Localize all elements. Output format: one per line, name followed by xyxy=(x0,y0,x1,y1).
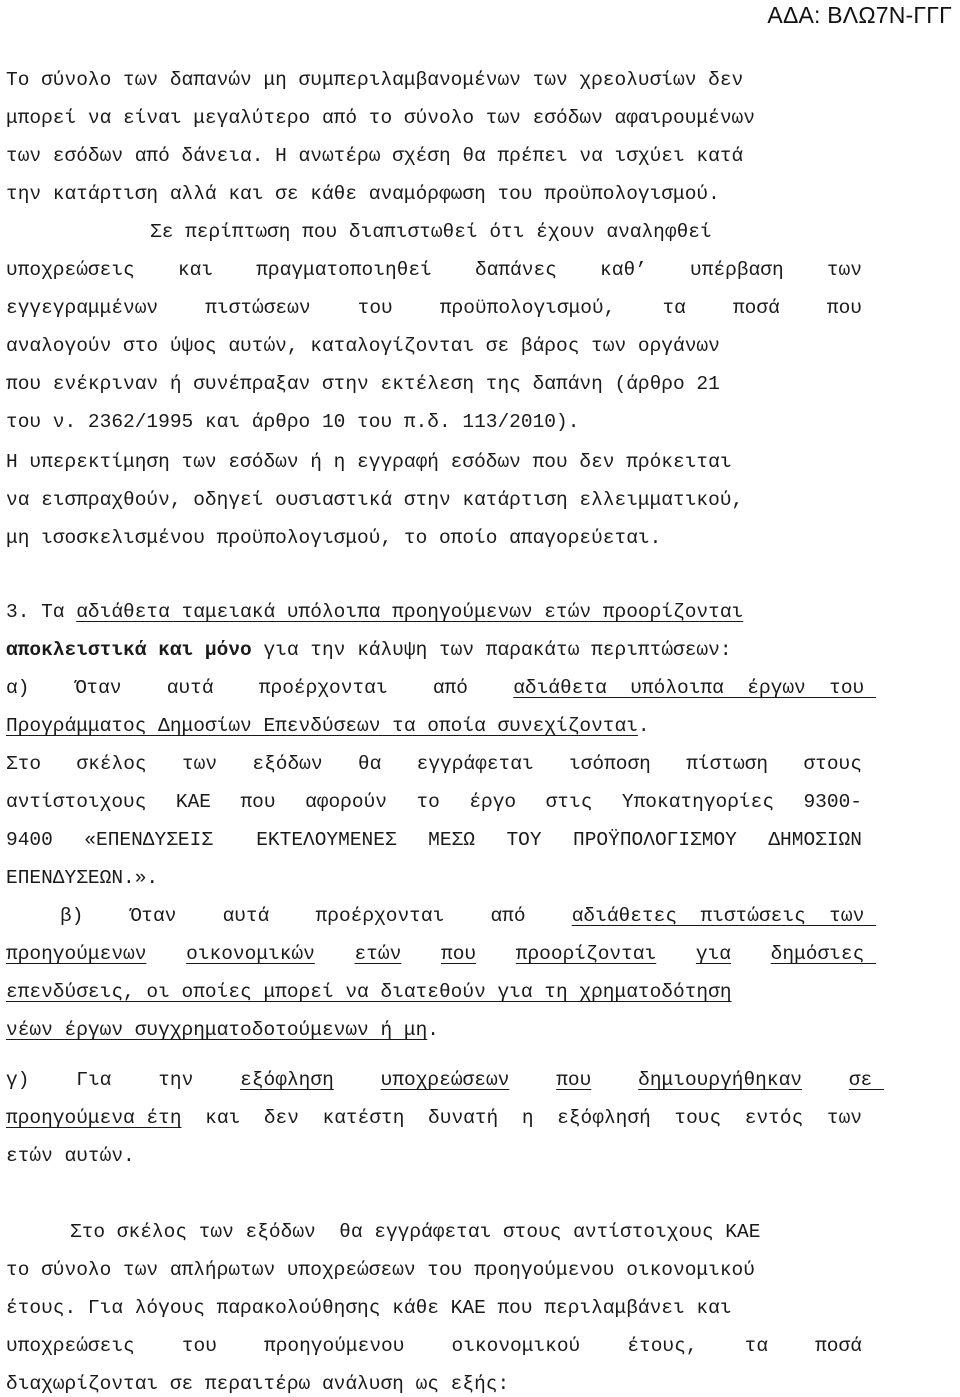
underlined-word: που xyxy=(556,1069,592,1091)
text-line: Στο σκέλος των εξόδων θα εγγράφεται στους αντίστοιχους ΚΑΕ xyxy=(70,1221,761,1243)
word: προϋπολογισμού, xyxy=(439,297,616,319)
underlined-word: δημιουργήθηκαν xyxy=(638,1069,802,1091)
word: Όταν xyxy=(74,677,122,699)
word: υπέρβαση xyxy=(690,259,784,281)
word: ΕΚΤΕΛΟΥΜΕΝΕΣ xyxy=(256,829,397,851)
text-line xyxy=(6,676,876,700)
word: «ΕΠΕΝΔΥΣΕΙΣ xyxy=(84,829,225,851)
word: 9300- xyxy=(803,791,862,813)
text-line xyxy=(6,296,862,320)
text-line: του ν. 2362/1995 και άρθρο 10 του π.δ. 113/2010). xyxy=(6,411,580,433)
word: προηγούμενων xyxy=(6,943,147,965)
word: και xyxy=(205,1107,241,1129)
word: έργο xyxy=(469,791,517,813)
underlined-text: νέων έργων συγχρηματοδοτούμενων ή μη xyxy=(6,1019,428,1041)
word: του xyxy=(357,297,393,319)
word: ισόποση xyxy=(568,753,651,775)
underlined-text: αδιάθετα υπόλοιπα έργων του xyxy=(513,677,876,699)
word: υποχρεώσεις xyxy=(6,259,135,281)
word: έτους, xyxy=(627,1335,698,1357)
text-line: ετών αυτών. xyxy=(6,1145,135,1167)
word: κατέστη xyxy=(322,1107,405,1129)
underlined-text: αδιάθετα ταμειακά υπόλοιπα προηγούμενων ετών προορίζονται xyxy=(76,601,744,623)
word: που xyxy=(441,943,477,965)
text-line xyxy=(6,790,862,814)
text-line: την κατάρτιση αλλά και σε κάθε αναμόρφωση του προϋπολογισμού. xyxy=(6,183,720,205)
word: εξόδων xyxy=(252,753,323,775)
text-line xyxy=(6,1334,862,1358)
text-line: μπορεί να είναι μεγαλύτερο από το σύνολο των εσόδων αφαιρουμένων xyxy=(6,107,755,129)
underlined-line xyxy=(6,942,876,966)
underlined-text: αδιάθετες πιστώσεις των xyxy=(571,905,876,927)
word: καθ’ xyxy=(600,259,647,281)
word: το xyxy=(416,791,440,813)
text-line: Η υπερεκτίμηση των εσόδων ή η εγγραφή εσόδων που δεν πρόκειται xyxy=(6,451,732,473)
word: θα xyxy=(357,753,382,775)
text-line xyxy=(6,828,862,852)
word: σκέλος xyxy=(76,753,147,775)
word: εγγεγραμμένων xyxy=(6,297,159,319)
word: ποσά xyxy=(732,297,780,319)
text-line xyxy=(6,1018,439,1042)
word: προέρχονται xyxy=(315,905,445,927)
underlined-text: Προγράμματος Δημοσίων Επενδύσεων τα οποία συνεχίζονται xyxy=(6,715,638,737)
word: Όταν xyxy=(129,905,177,927)
word: οικονομικού xyxy=(451,1335,581,1357)
text-line xyxy=(6,752,862,776)
word: η xyxy=(521,1107,534,1129)
text-line xyxy=(6,714,650,738)
word: δημόσιες xyxy=(770,943,876,965)
text: . xyxy=(427,1019,439,1041)
word: οικονομικών xyxy=(186,943,315,965)
word: προορίζονται xyxy=(515,943,657,965)
text-line xyxy=(6,1068,884,1092)
text-line: να εισπραχθούν, οδηγεί ουσιαστικά στην κατάρτιση ελλειμματικού, xyxy=(6,489,744,511)
text-line: των εσόδων από δάνεια. Η ανωτέρω σχέση θα πρέπει να ισχύει κατά xyxy=(6,145,744,167)
ada-header: ΑΔΑ: ΒΛΩ7Ν-ΓΓΓ xyxy=(767,2,952,28)
word: εγγράφεται xyxy=(416,753,534,775)
text-line: Σε περίπτωση που διαπιστωθεί ότι έχουν αναληφθεί xyxy=(150,221,712,243)
word: Στο xyxy=(6,753,42,775)
word: γ) xyxy=(6,1069,30,1091)
underlined-line: επενδύσεις, οι οποίες μπορεί να διατεθούν για τη χρηματοδότηση xyxy=(6,981,732,1003)
text-line: που ενέκριναν ή συνέπραξαν στην εκτέλεση της δαπάνη (άρθρο 21 xyxy=(6,373,720,395)
word: Για xyxy=(76,1069,112,1091)
word: στους xyxy=(803,753,862,775)
word: πραγματοποιηθεί xyxy=(256,259,432,281)
word: και xyxy=(177,259,214,281)
word: τα xyxy=(662,297,686,319)
text-line xyxy=(6,638,732,662)
word: την xyxy=(158,1069,194,1091)
text-line: μη ισοσκελισμένου προϋπολογισμού, το οποίο απαγορεύεται. xyxy=(6,527,662,549)
word: αφορούν xyxy=(305,791,387,813)
word: εξόφλησή xyxy=(557,1107,651,1129)
underlined-word: υποχρεώσεων xyxy=(380,1069,510,1091)
text-line: έτους. Για λόγους παρακολούθησης κάθε ΚΑΕ που περιλαμβάνει και xyxy=(6,1297,732,1319)
text-line xyxy=(6,1106,862,1130)
text-line xyxy=(6,258,862,282)
word: εντός xyxy=(744,1107,804,1129)
word: ΚΑΕ xyxy=(175,791,212,813)
word: α) xyxy=(6,677,30,699)
word: Υποκατηγορίες xyxy=(621,791,775,813)
text: για την κάλυψη των παρακάτω περιπτώσεων: xyxy=(251,639,732,661)
word: τους xyxy=(674,1107,722,1129)
section-number: 3. Τα xyxy=(6,601,77,623)
text-line xyxy=(60,904,876,928)
word: ποσά xyxy=(815,1335,862,1357)
word: από xyxy=(490,905,526,927)
text-line: αναλογούν στο ύψος αυτών, καταλογίζονται σε βάρος των οργάνων xyxy=(6,335,720,357)
word: προηγούμενου xyxy=(264,1335,405,1357)
word: στις xyxy=(545,791,593,813)
word: που xyxy=(826,297,862,319)
word: ετών xyxy=(354,943,402,965)
word: β) xyxy=(60,905,84,927)
word: ΜΕΣΩ xyxy=(428,829,475,851)
word: αυτά xyxy=(166,677,214,699)
word: αυτά xyxy=(222,905,270,927)
word: 9400 xyxy=(6,829,53,851)
word: πίστωση xyxy=(686,753,769,775)
word: δεν xyxy=(263,1107,299,1129)
word: των xyxy=(181,753,218,775)
word: υποχρεώσεις xyxy=(6,1335,135,1357)
bold-text: αποκλειστικά και μόνο xyxy=(6,639,252,661)
word: δαπάνες xyxy=(474,259,557,281)
text: . xyxy=(637,715,650,737)
word: από xyxy=(432,677,468,699)
word: που xyxy=(240,791,276,813)
text-line: Το σύνολο των δαπανών μη συμπεριλαμβανομένων των χρεολυσίων δεν xyxy=(6,69,744,91)
word: τα xyxy=(744,1335,769,1357)
word: του xyxy=(181,1335,217,1357)
word: ΤΟΥ xyxy=(506,829,542,851)
text-line: το σύνολο των απλήρωτων υποχρεώσεων του προηγούμενου οικονομικού xyxy=(6,1259,755,1281)
word: προέρχονται xyxy=(258,677,388,699)
underlined-word: εξόφληση xyxy=(240,1069,334,1091)
word: ΠΡΟΫΠΟΛΟΓΙΣΜΟΥ xyxy=(573,829,737,851)
underlined-text: προηγούμενα έτη xyxy=(6,1107,182,1129)
word: των xyxy=(826,259,862,281)
word: αντίστοιχους xyxy=(6,791,147,813)
word: για xyxy=(695,943,731,965)
word: πιστώσεων xyxy=(205,297,311,319)
text-line: διαχωρίζονται σε περαιτέρω ανάλυση ως εξής: xyxy=(6,1373,510,1395)
text-line: ΕΠΕΝΔΥΣΕΩΝ.». xyxy=(6,867,159,889)
underlined-word: σε xyxy=(848,1069,884,1091)
word: ΔΗΜΟΣΙΩΝ xyxy=(768,829,862,851)
word: των xyxy=(826,1107,862,1129)
word: δυνατή xyxy=(428,1107,499,1129)
section-3-heading xyxy=(6,600,743,624)
